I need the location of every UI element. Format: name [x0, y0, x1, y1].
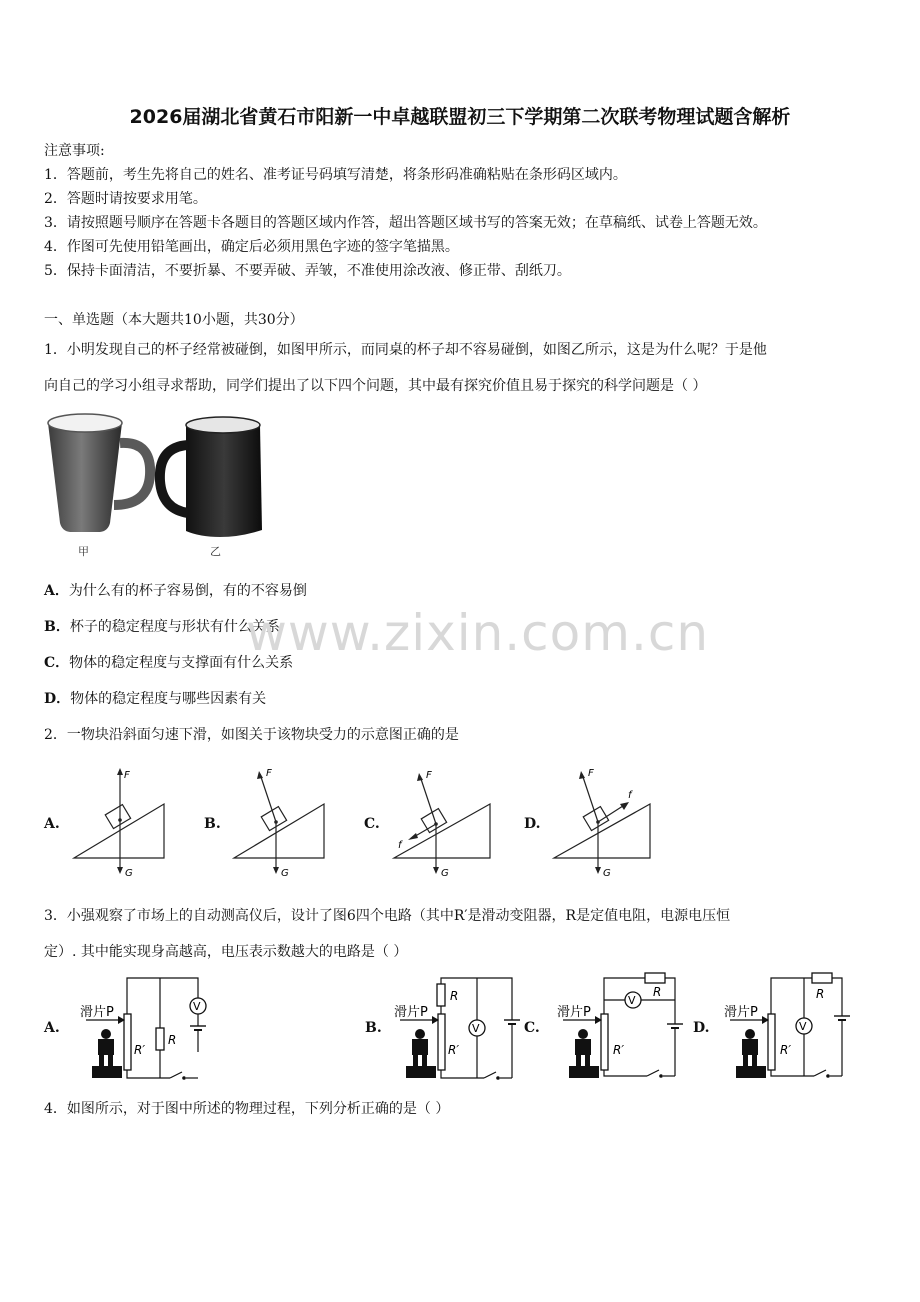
force-label-G: G [281, 868, 289, 879]
force-label-f: f [628, 790, 632, 801]
option-text: 物体的稳定程度与支撑面有什么关系 [69, 655, 294, 671]
q3-circuit-d [722, 966, 857, 1080]
q3-option-b-label: B. [365, 1020, 382, 1036]
cup-yi [160, 417, 262, 537]
force-label-F: F [426, 770, 432, 781]
option-letter: C． [44, 655, 70, 671]
slider-label: 滑片P [394, 1005, 428, 1020]
option-text: 为什么有的杯子容易倒，有的不容易倒 [68, 583, 307, 599]
label-Rp: R′ [134, 1043, 146, 1057]
option-text: 物体的稳定程度与哪些因素有关 [70, 691, 267, 707]
q4-text: 4．如图所示，对于图中所述的物理过程，下列分析正确的是（ ） [44, 1101, 450, 1117]
notice-item: 3．请按照题号顺序在答题卡各题目的答题区域内作答，超出答题区域书写的答案无效；在草稿纸、试卷上答题无效。 [44, 215, 767, 231]
label-R: R [450, 989, 459, 1003]
force-label-G: G [441, 868, 449, 879]
person-figure [569, 1029, 599, 1078]
q3-text-line2: 定）. 其中能实现身高越高，电压表示数越大的电路是（ ） [44, 944, 408, 960]
q2-option-d-label: D. [524, 816, 541, 832]
label-Rp: R′ [780, 1043, 792, 1057]
voltmeter-V: V [628, 994, 636, 1007]
person-figure [406, 1029, 436, 1078]
option-letter: A． [44, 583, 69, 599]
force-label-f: f [398, 840, 402, 851]
q2-diagram-a [70, 762, 170, 884]
q2-option-b-label: B. [204, 816, 221, 832]
force-label-F: F [266, 768, 272, 779]
fig-label-jia: 甲 [78, 545, 89, 558]
watermark: www.zixin.com.cn [246, 604, 710, 662]
force-label-G: G [603, 868, 611, 879]
slider-label: 滑片P [557, 1005, 591, 1020]
q3-circuit-c [555, 966, 690, 1080]
q3-circuit-a [78, 968, 218, 1080]
q1-text-line1: 1．小明发现自己的杯子经常被碰倒，如图甲所示，而同桌的杯子却不容易碰倒，如图乙所示，这是为什么呢？于是他 [44, 342, 767, 358]
voltmeter-V: V [472, 1022, 480, 1035]
notice-item: 2．答题时请按要求用笔。 [44, 191, 207, 207]
cup-jia [48, 414, 150, 532]
label-R: R [168, 1033, 177, 1047]
q3-option-a-label: A. [44, 1020, 60, 1036]
notice-item: 5．保持卡面清洁，不要折暴、不要弄破、弄皱，不准使用涂改液、修正带、刮纸刀。 [44, 263, 571, 279]
q3-circuit-b [392, 968, 522, 1080]
person-figure [92, 1029, 122, 1078]
person-figure [736, 1029, 766, 1078]
q2-option-c-label: C. [364, 816, 380, 832]
notice-item: 1．答题前，考生先将自己的姓名、准考证号码填写清楚，将条形码准确粘贴在条形码区域内。 [44, 167, 627, 183]
option-text: 杯子的稳定程度与形状有什么关系 [69, 619, 280, 635]
cups-figure [40, 405, 280, 565]
voltmeter-V: V [799, 1020, 807, 1033]
section-heading: 一、单选题（本大题共10小题，共30分） [44, 312, 304, 328]
force-label-G: G [125, 868, 133, 879]
page-title: 2026届湖北省黄石市阳新一中卓越联盟初三下学期第二次联考物理试题含解析 [129, 106, 791, 128]
notice-item: 4．作图可先使用铅笔画出，确定后必须用黑色字迹的签字笔描黑。 [44, 239, 459, 255]
option-letter: B． [44, 619, 70, 635]
q2-diagram-d [550, 762, 660, 884]
slider-label: 滑片P [80, 1005, 114, 1020]
q2-option-a-label: A. [44, 816, 60, 832]
label-Rp: R′ [448, 1043, 460, 1057]
force-label-F: F [588, 768, 594, 779]
q2-diagram-b [230, 762, 330, 884]
q1-text-line2: 向自己的学习小组寻求帮助，同学们提出了以下四个问题，其中最有探究价值且易于探究的科学问题是（ ） [44, 378, 707, 394]
voltmeter-V: V [193, 1000, 201, 1013]
force-label-F: F [124, 770, 130, 781]
label-Rp: R′ [613, 1043, 625, 1057]
q2-text: 2．一物块沿斜面匀速下滑，如图关于该物块受力的示意图正确的是 [44, 727, 459, 743]
label-R: R [653, 985, 662, 999]
fig-label-yi: 乙 [210, 545, 221, 558]
slider-label: 滑片P [724, 1005, 758, 1020]
q3-option-c-label: C. [524, 1020, 540, 1036]
label-R: R [816, 987, 825, 1001]
q3-option-d-label: D. [693, 1020, 710, 1036]
q2-diagram-c [390, 762, 500, 884]
q3-text-line1: 3．小强观察了市场上的自动测高仪后，设计了图6四个电路（其中R′是滑动变阻器，R是定值电阻，电源电压恒 [44, 908, 731, 924]
option-letter: D． [44, 691, 71, 707]
q1-option-a [44, 580, 307, 600]
q1-option-b [44, 616, 280, 636]
q1-option-d [44, 688, 266, 708]
notice-heading: 注意事项: [44, 143, 105, 159]
